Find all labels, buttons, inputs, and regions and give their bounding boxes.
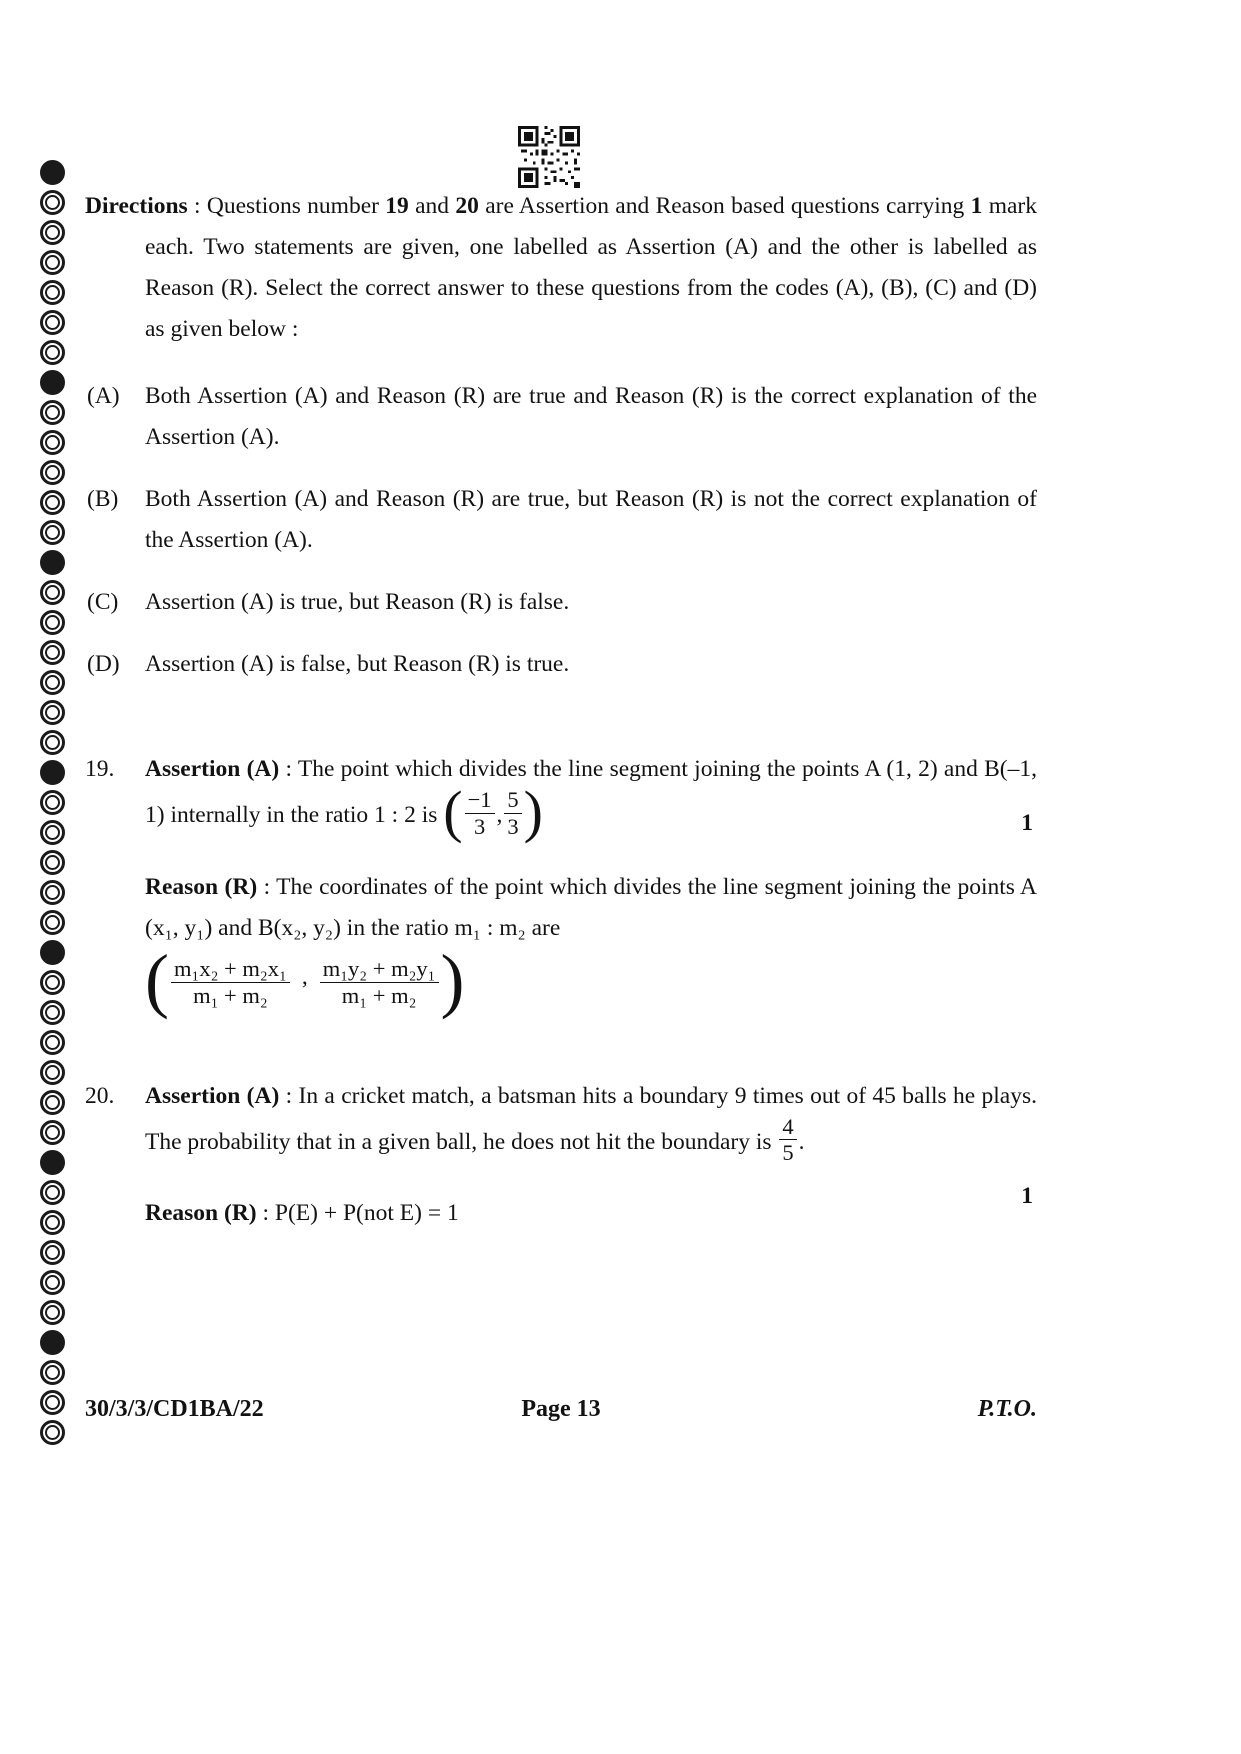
binding-rings: [40, 160, 65, 1445]
fraction-numerator: 4: [782, 1113, 794, 1139]
directions-text: : Questions number: [187, 193, 386, 219]
option-label-a: (A): [87, 383, 120, 409]
binding-hole-icon: [40, 1270, 65, 1295]
question-20-reason: [145, 1193, 1037, 1234]
page-content: [85, 186, 1037, 1234]
option-text-d: Assertion (A) is false, but Reason (R) is true.: [145, 651, 570, 677]
option-row-a: [85, 376, 1037, 458]
reason-label: Reason (R): [145, 1200, 257, 1227]
binding-hole-icon: [40, 1180, 65, 1205]
binding-hole-icon: [40, 580, 65, 605]
reason-text: : P(E) + P(not E) = 1: [256, 1200, 459, 1227]
page-footer: [85, 1396, 1037, 1423]
question-19-reason: [145, 867, 1037, 949]
binding-hole-icon: [40, 280, 65, 305]
fraction: [779, 1114, 796, 1167]
binding-hole-icon: [40, 250, 65, 275]
comma: ,: [496, 801, 503, 828]
fraction-denominator: 3: [504, 813, 521, 840]
directions-mark-ref: 1: [970, 193, 983, 219]
binding-hole-icon: [40, 1030, 65, 1055]
question-19-formula: [145, 940, 1037, 1021]
binding-hole-icon: [40, 1420, 65, 1445]
binding-hole-icon: [40, 190, 65, 215]
option-text-c: Assertion (A) is true, but Reason (R) is false.: [145, 589, 570, 615]
binding-hole-icon: [40, 1360, 65, 1385]
assertion-text: : The point which divides the line segment joining the points A (1, 2) and B(–1, 1) internally in the ratio 1 : 2 is: [145, 756, 1038, 828]
option-text-a: Both Assertion (A) and Reason (R) are true and Reason (R) is the correct explanation of the Assertion (A).: [145, 383, 1037, 450]
binding-hole-filled-icon: [40, 760, 65, 785]
binding-hole-icon: [40, 310, 65, 335]
binding-hole-icon: [40, 490, 65, 515]
question-20-number: 20.: [85, 1082, 115, 1109]
binding-hole-icon: [40, 340, 65, 365]
paper-code: 30/3/3/CD1BA/22: [85, 1396, 264, 1422]
reason-text: : The coordinates of the point which divides the line segment joining the points A (x₁, y₁) and B(x₂, y₂) in the ratio m₁ : m₂ are: [145, 873, 1037, 941]
binding-hole-filled-icon: [40, 160, 65, 185]
fraction-numerator: 5: [507, 787, 519, 812]
fraction-denominator: 5: [779, 1139, 796, 1166]
binding-hole-icon: [40, 640, 65, 665]
directions-text: and: [408, 193, 456, 219]
fraction-numerator: −1: [467, 787, 492, 812]
qr-code: [518, 126, 580, 188]
binding-hole-icon: [40, 880, 65, 905]
binding-hole-icon: [40, 430, 65, 455]
close-paren: ): [523, 779, 543, 845]
binding-hole-icon: [40, 730, 65, 755]
question-19-number: 19.: [85, 756, 115, 782]
binding-hole-icon: [40, 1060, 65, 1085]
fraction-numerator: m₁x₂ + m₂x₁: [173, 955, 287, 981]
directions-text: are Assertion and Reason based questions carrying: [478, 193, 971, 219]
question-19-assertion: [145, 749, 1037, 843]
binding-hole-icon: [40, 1240, 65, 1265]
question-20: [85, 1076, 1037, 1235]
directions-paragraph: [85, 186, 1037, 350]
comma: ,: [301, 963, 308, 990]
binding-hole-filled-icon: [40, 550, 65, 575]
question-19-marks: 1: [1021, 810, 1033, 836]
option-label-c: (C): [87, 589, 119, 615]
binding-hole-icon: [40, 820, 65, 845]
binding-hole-icon: [40, 460, 65, 485]
assertion-label: Assertion (A): [145, 1082, 280, 1109]
reason-label: Reason (R): [145, 873, 258, 900]
option-label-b: (B): [87, 486, 119, 512]
binding-hole-icon: [40, 220, 65, 245]
open-paren: (: [443, 779, 463, 845]
pto-label: P.T.O.: [977, 1396, 1037, 1422]
binding-hole-icon: [40, 520, 65, 545]
binding-hole-icon: [40, 610, 65, 635]
binding-hole-filled-icon: [40, 370, 65, 395]
fraction-numerator: m₁y₂ + m₂y₁: [322, 955, 436, 981]
binding-hole-icon: [40, 1000, 65, 1025]
fraction-denominator: 3: [465, 813, 495, 840]
directions-text: mark each. Two statements are given, one labelled as Assertion (A) and the other is labelled as Reason (R). Select the correct answer to these questions from the codes (A), (B), (C) and (D) as given below :: [145, 193, 1037, 342]
option-row-b: [85, 479, 1037, 561]
question-20-assertion: [145, 1076, 1037, 1170]
directions-q19-ref: 19: [385, 193, 409, 219]
binding-hole-icon: [40, 850, 65, 875]
binding-hole-icon: [40, 1300, 65, 1325]
binding-hole-icon: [40, 1090, 65, 1115]
question-19: [85, 749, 1038, 1021]
binding-hole-icon: [40, 790, 65, 815]
binding-hole-icon: [40, 970, 65, 995]
option-row-c: [85, 582, 1037, 623]
question-20-marks: 1: [1021, 1182, 1033, 1209]
binding-hole-icon: [40, 700, 65, 725]
fraction-denominator: m₁ + m₂: [320, 982, 439, 1009]
binding-hole-filled-icon: [40, 1330, 65, 1355]
fraction: [171, 956, 290, 1009]
close-paren: ): [440, 940, 465, 1021]
binding-hole-filled-icon: [40, 940, 65, 965]
option-label-d: (D): [87, 651, 120, 677]
binding-hole-icon: [40, 1210, 65, 1235]
option-text-b: Both Assertion (A) and Reason (R) are true, but Reason (R) is not the correct explanation of the Assertion (A).: [145, 486, 1037, 553]
assertion-text: : In a cricket match, a batsman hits a boundary 9 times out of 45 balls he plays. The probability that in a given ball, he does not hit the boundary is: [145, 1082, 1038, 1155]
fraction: [320, 956, 439, 1009]
fraction-denominator: m₁ + m₂: [171, 982, 290, 1009]
binding-hole-icon: [40, 1120, 65, 1145]
binding-hole-icon: [40, 400, 65, 425]
page-number: Page 13: [521, 1396, 601, 1422]
assertion-label: Assertion (A): [145, 756, 280, 782]
fraction: [465, 787, 495, 840]
binding-hole-icon: [40, 910, 65, 935]
open-paren: (: [145, 940, 169, 1021]
directions-q20-ref: 20: [455, 193, 479, 219]
binding-hole-filled-icon: [40, 1150, 65, 1175]
period: .: [798, 1128, 805, 1155]
fraction: [504, 787, 521, 840]
option-row-d: [85, 644, 1037, 685]
binding-hole-icon: [40, 670, 65, 695]
directions-label: Directions: [85, 193, 188, 219]
binding-hole-icon: [40, 1390, 65, 1415]
